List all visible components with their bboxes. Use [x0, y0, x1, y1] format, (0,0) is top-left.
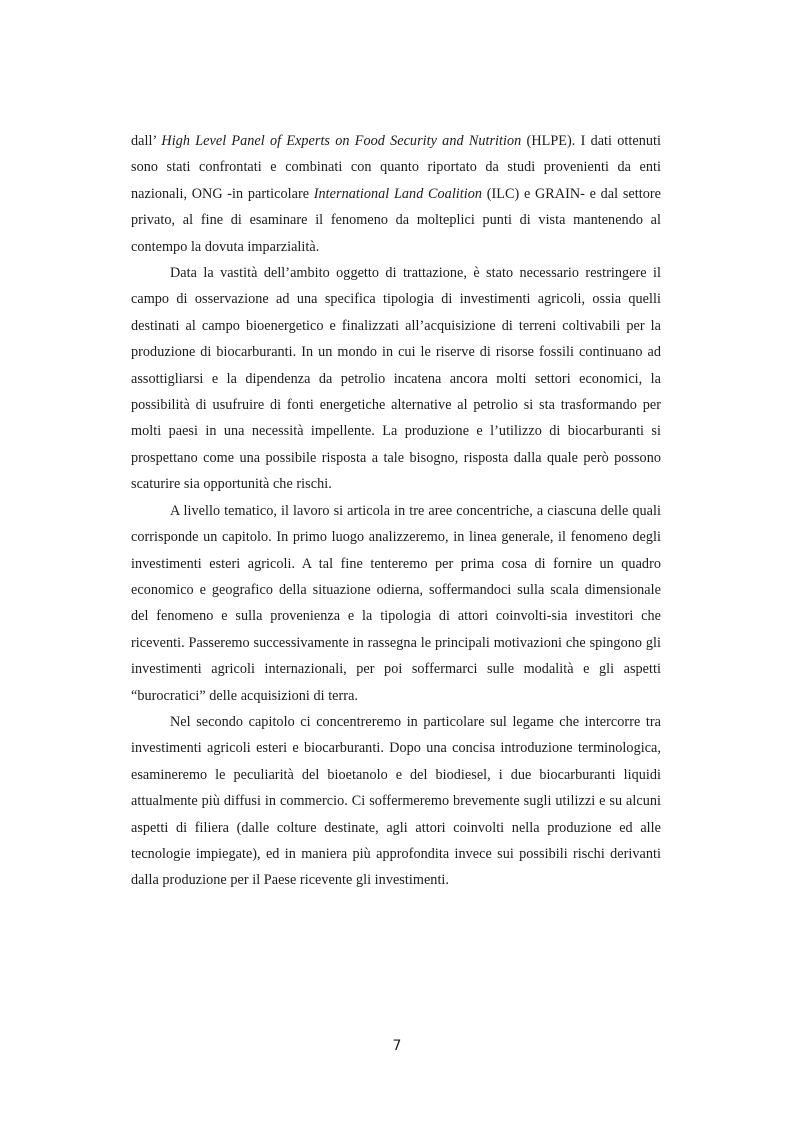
- paragraph-1-italic-ilc: International Land Coalition: [313, 185, 483, 202]
- paragraph-2: [131, 260, 661, 498]
- paragraph-3-text: A livello tematico, il lavoro si articola in tre aree concentriche, a ciascuna delle quali corrisponde un capitolo. In primo luogo analizzeremo, in linea generale, il fenomeno degli investimenti esteri agricoli. A tal fine tenteremo per prima cosa di fornire un quadro economico e geografico della situazione odierna, soffermandoci sulla scala dimensionale del fenomeno e sulla provenienza e la tipologia di attori coinvolti-sia investitori che riceventi. Passeremo successivamente in rassegna le principali motivazioni che spingono gli investimenti agricoli internazionali, per poi soffermarci sulle modalità e gli aspetti “burocratici” delle acquisizioni di terra.: [131, 502, 661, 704]
- paragraph-1-italic-hlpe: High Level Panel of Experts on Food Security and Nutrition: [161, 133, 522, 149]
- paragraph-4: [131, 709, 661, 894]
- paragraph-2-text: Data la vastità dell’ambito oggetto di trattazione, è stato necessario restringere il campo di osservazione ad una specifica tipologia di investimenti agricoli, ossia quelli destinati al campo bioenergetico e finalizzati all’acquisizione di terreni coltivabili per la produzione di biocarburanti. In un mondo in cui le riserve di risorse fossili continuano ad assottigliarsi e la dipendenza da petrolio incatena ancora molti settori economici, la possibilità di usufruire di fonti energetiche alternative al petrolio si sta trasformando per molti paesi in una necessità impellente. La produzione e l’utilizzo di biocarburanti si prospettano come una possibile risposta a tale bisogno, risposta dalla quale però possono scaturire sia opportunità che rischi.: [131, 265, 661, 493]
- paragraph-3: [131, 498, 661, 709]
- paragraph-1-text-1: dall’: [131, 133, 162, 149]
- paragraph-4-text: Nel secondo capitolo ci concentreremo in particolare sul legame che intercorre tra investimenti agricoli esteri e biocarburanti. Dopo una concisa introduzione terminologica, esamineremo le peculiarità del bioetanolo e del biodiesel, i due biocarburanti liquidi attualmente più diffusi in commercio. Ci soffermeremo brevemente sugli utilizzi e su alcuni aspetti di filiera (dalle colture destinate, agli attori coinvolti nella produzione ed alle tecnologie impiegate), ed in maniera più approfondita invece sui possibili rischi derivanti dalla produzione per il Paese ricevente gli investimenti.: [131, 713, 661, 889]
- paragraph-1: [131, 128, 661, 260]
- document-body: [131, 128, 661, 894]
- paragraph-1-text-2: (HLPE). I dati ottenuti sono stati confrontati e combinati con quanto riportato da studi provenienti da enti nazionali, ONG -in particolare: [131, 133, 662, 202]
- paragraph-1-text-3: (ILC) e GRAIN- e dal settore privato, al fine di esaminare il fenomeno da molteplici punti di vista mantenendo al contempo la dovuta imparzialità.: [131, 185, 661, 255]
- page-number: 7: [392, 1038, 402, 1054]
